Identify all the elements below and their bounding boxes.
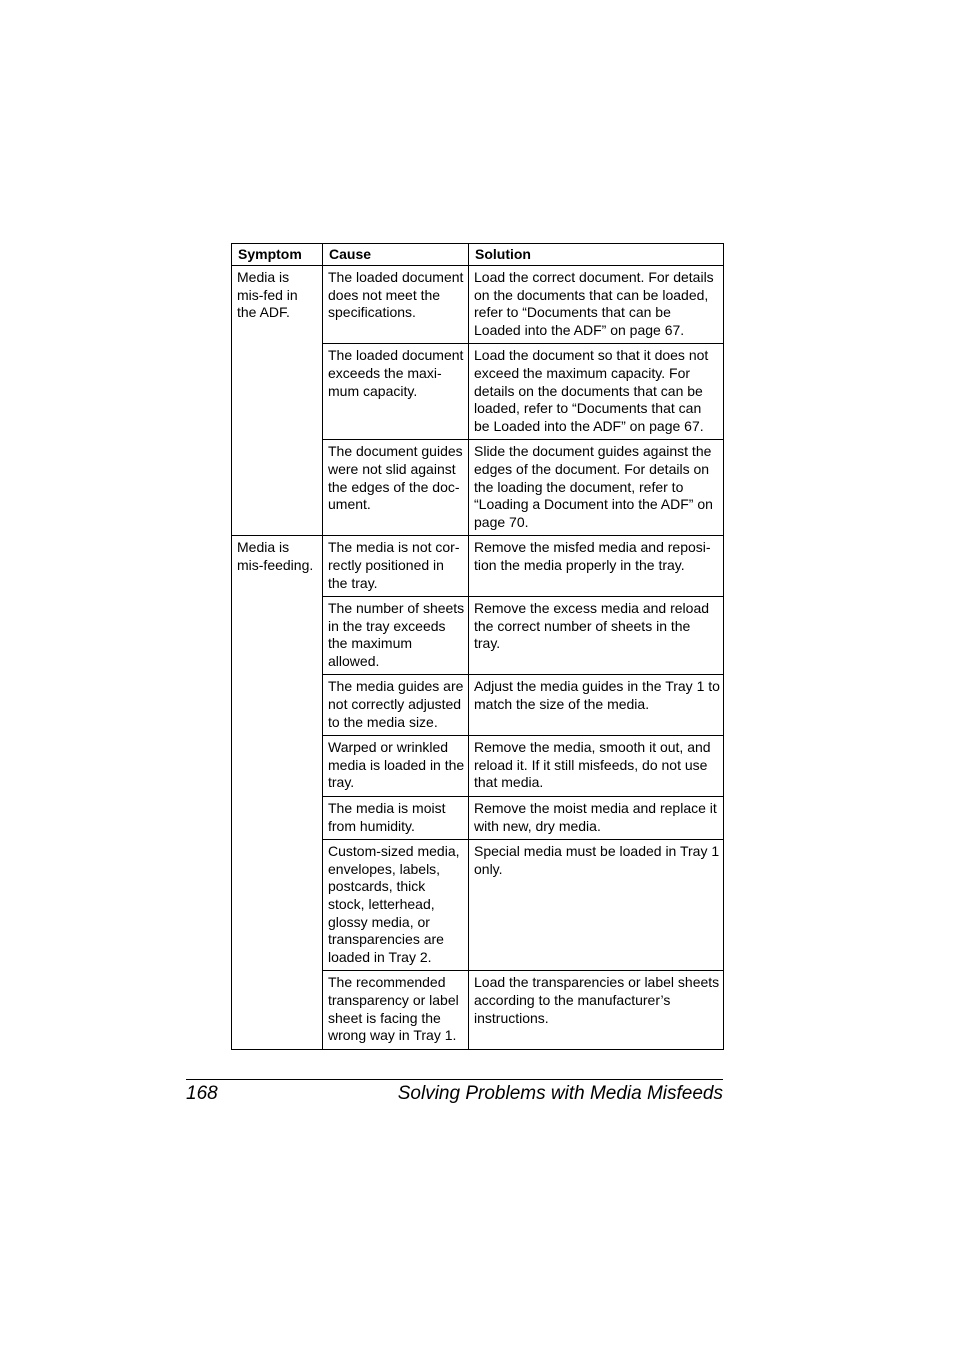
cause-cell xyxy=(323,597,469,675)
solution-cell xyxy=(469,971,724,1049)
solution-text: Adjust the media guides in the Tray 1 to match the size of the media. xyxy=(474,678,720,713)
header-cause: Cause xyxy=(323,244,469,266)
solution-cell xyxy=(469,344,724,440)
cause-text: Custom-sized media, envelopes, labels, postcards, thick stock, letterhead, glossy media, or transparencies are loaded in Tray 2. xyxy=(328,843,460,965)
solution-text: Remove the misfed media and reposi-tion the media properly in the tray. xyxy=(474,539,711,573)
cause-cell xyxy=(323,536,469,597)
cause-text: The media guides are not correctly adjusted to the media size. xyxy=(328,678,464,730)
header-solution: Solution xyxy=(469,244,724,266)
cause-cell xyxy=(323,840,469,971)
cause-text: The number of sheets in the tray exceeds the maximum allowed. xyxy=(328,600,465,669)
solution-cell xyxy=(469,797,724,840)
cause-text: The loaded document exceeds the maxi-mum capacity. xyxy=(328,347,464,399)
troubleshooting-table xyxy=(231,243,724,1050)
solution-text: Remove the excess media and reload the correct number of sheets in the tray. xyxy=(474,600,710,652)
solution-cell xyxy=(469,840,724,971)
cause-cell xyxy=(323,266,469,344)
cause-text: The recommended transparency or label sheet is facing the wrong way in Tray 1. xyxy=(328,974,459,1044)
cause-text: Warped or wrinkled media is loaded in the tray. xyxy=(328,739,465,791)
table-row xyxy=(232,536,724,597)
troubleshooting-table-container xyxy=(231,243,723,1050)
symptom-cell xyxy=(232,266,323,536)
symptom-text: Media is mis-feeding. xyxy=(237,539,314,573)
cause-cell xyxy=(323,736,469,797)
solution-text: Remove the media, smooth it out, and reload it. If it still misfeeds, do not use that media. xyxy=(474,739,711,791)
cause-text: The media is moist from humidity. xyxy=(328,800,446,834)
solution-cell xyxy=(469,536,724,597)
cause-cell xyxy=(323,971,469,1049)
cause-text: The media is not cor-rectly positioned in the tray. xyxy=(328,539,460,591)
cause-cell xyxy=(323,675,469,736)
solution-cell xyxy=(469,675,724,736)
solution-cell xyxy=(469,440,724,536)
footer-divider xyxy=(186,1079,723,1080)
cause-cell xyxy=(323,344,469,440)
solution-text: Load the correct document. For details on the documents that can be loaded, refer to “Documents that can be Loaded into the ADF” on page 67. xyxy=(474,269,714,338)
solution-text: Remove the moist media and replace it with new, dry media. xyxy=(474,800,717,834)
header-symptom: Symptom xyxy=(232,244,323,266)
solution-text: Load the document so that it does not exceed the maximum capacity. For details on the documents that can be loaded, refer to “Documents that can be Loaded into the ADF” on page 67. xyxy=(474,347,709,434)
cause-cell xyxy=(323,797,469,840)
cause-text: The loaded document does not meet the specifications. xyxy=(328,269,464,321)
solution-text: Load the transparencies or label sheets according to the manufacturer’s instructions. xyxy=(474,974,720,1026)
solution-cell xyxy=(469,266,724,344)
symptom-cell xyxy=(232,536,323,1049)
solution-cell xyxy=(469,597,724,675)
page-number: 168 xyxy=(186,1083,218,1104)
table-header-row xyxy=(232,244,724,266)
cause-cell xyxy=(323,440,469,536)
solution-text: Special media must be loaded in Tray 1 only. xyxy=(474,843,720,877)
symptom-text: Media is mis-fed in the ADF. xyxy=(237,269,298,321)
solution-text: Slide the document guides against the edges of the document. For details on the loading the document, refer to “Loading a Document into the ADF” on page 70. xyxy=(474,443,713,530)
table-row xyxy=(232,266,724,344)
footer-section-title: Solving Problems with Media Misfeeds xyxy=(397,1083,723,1104)
cause-text: The document guides were not slid against the edges of the doc-ument. xyxy=(328,443,463,513)
solution-cell xyxy=(469,736,724,797)
